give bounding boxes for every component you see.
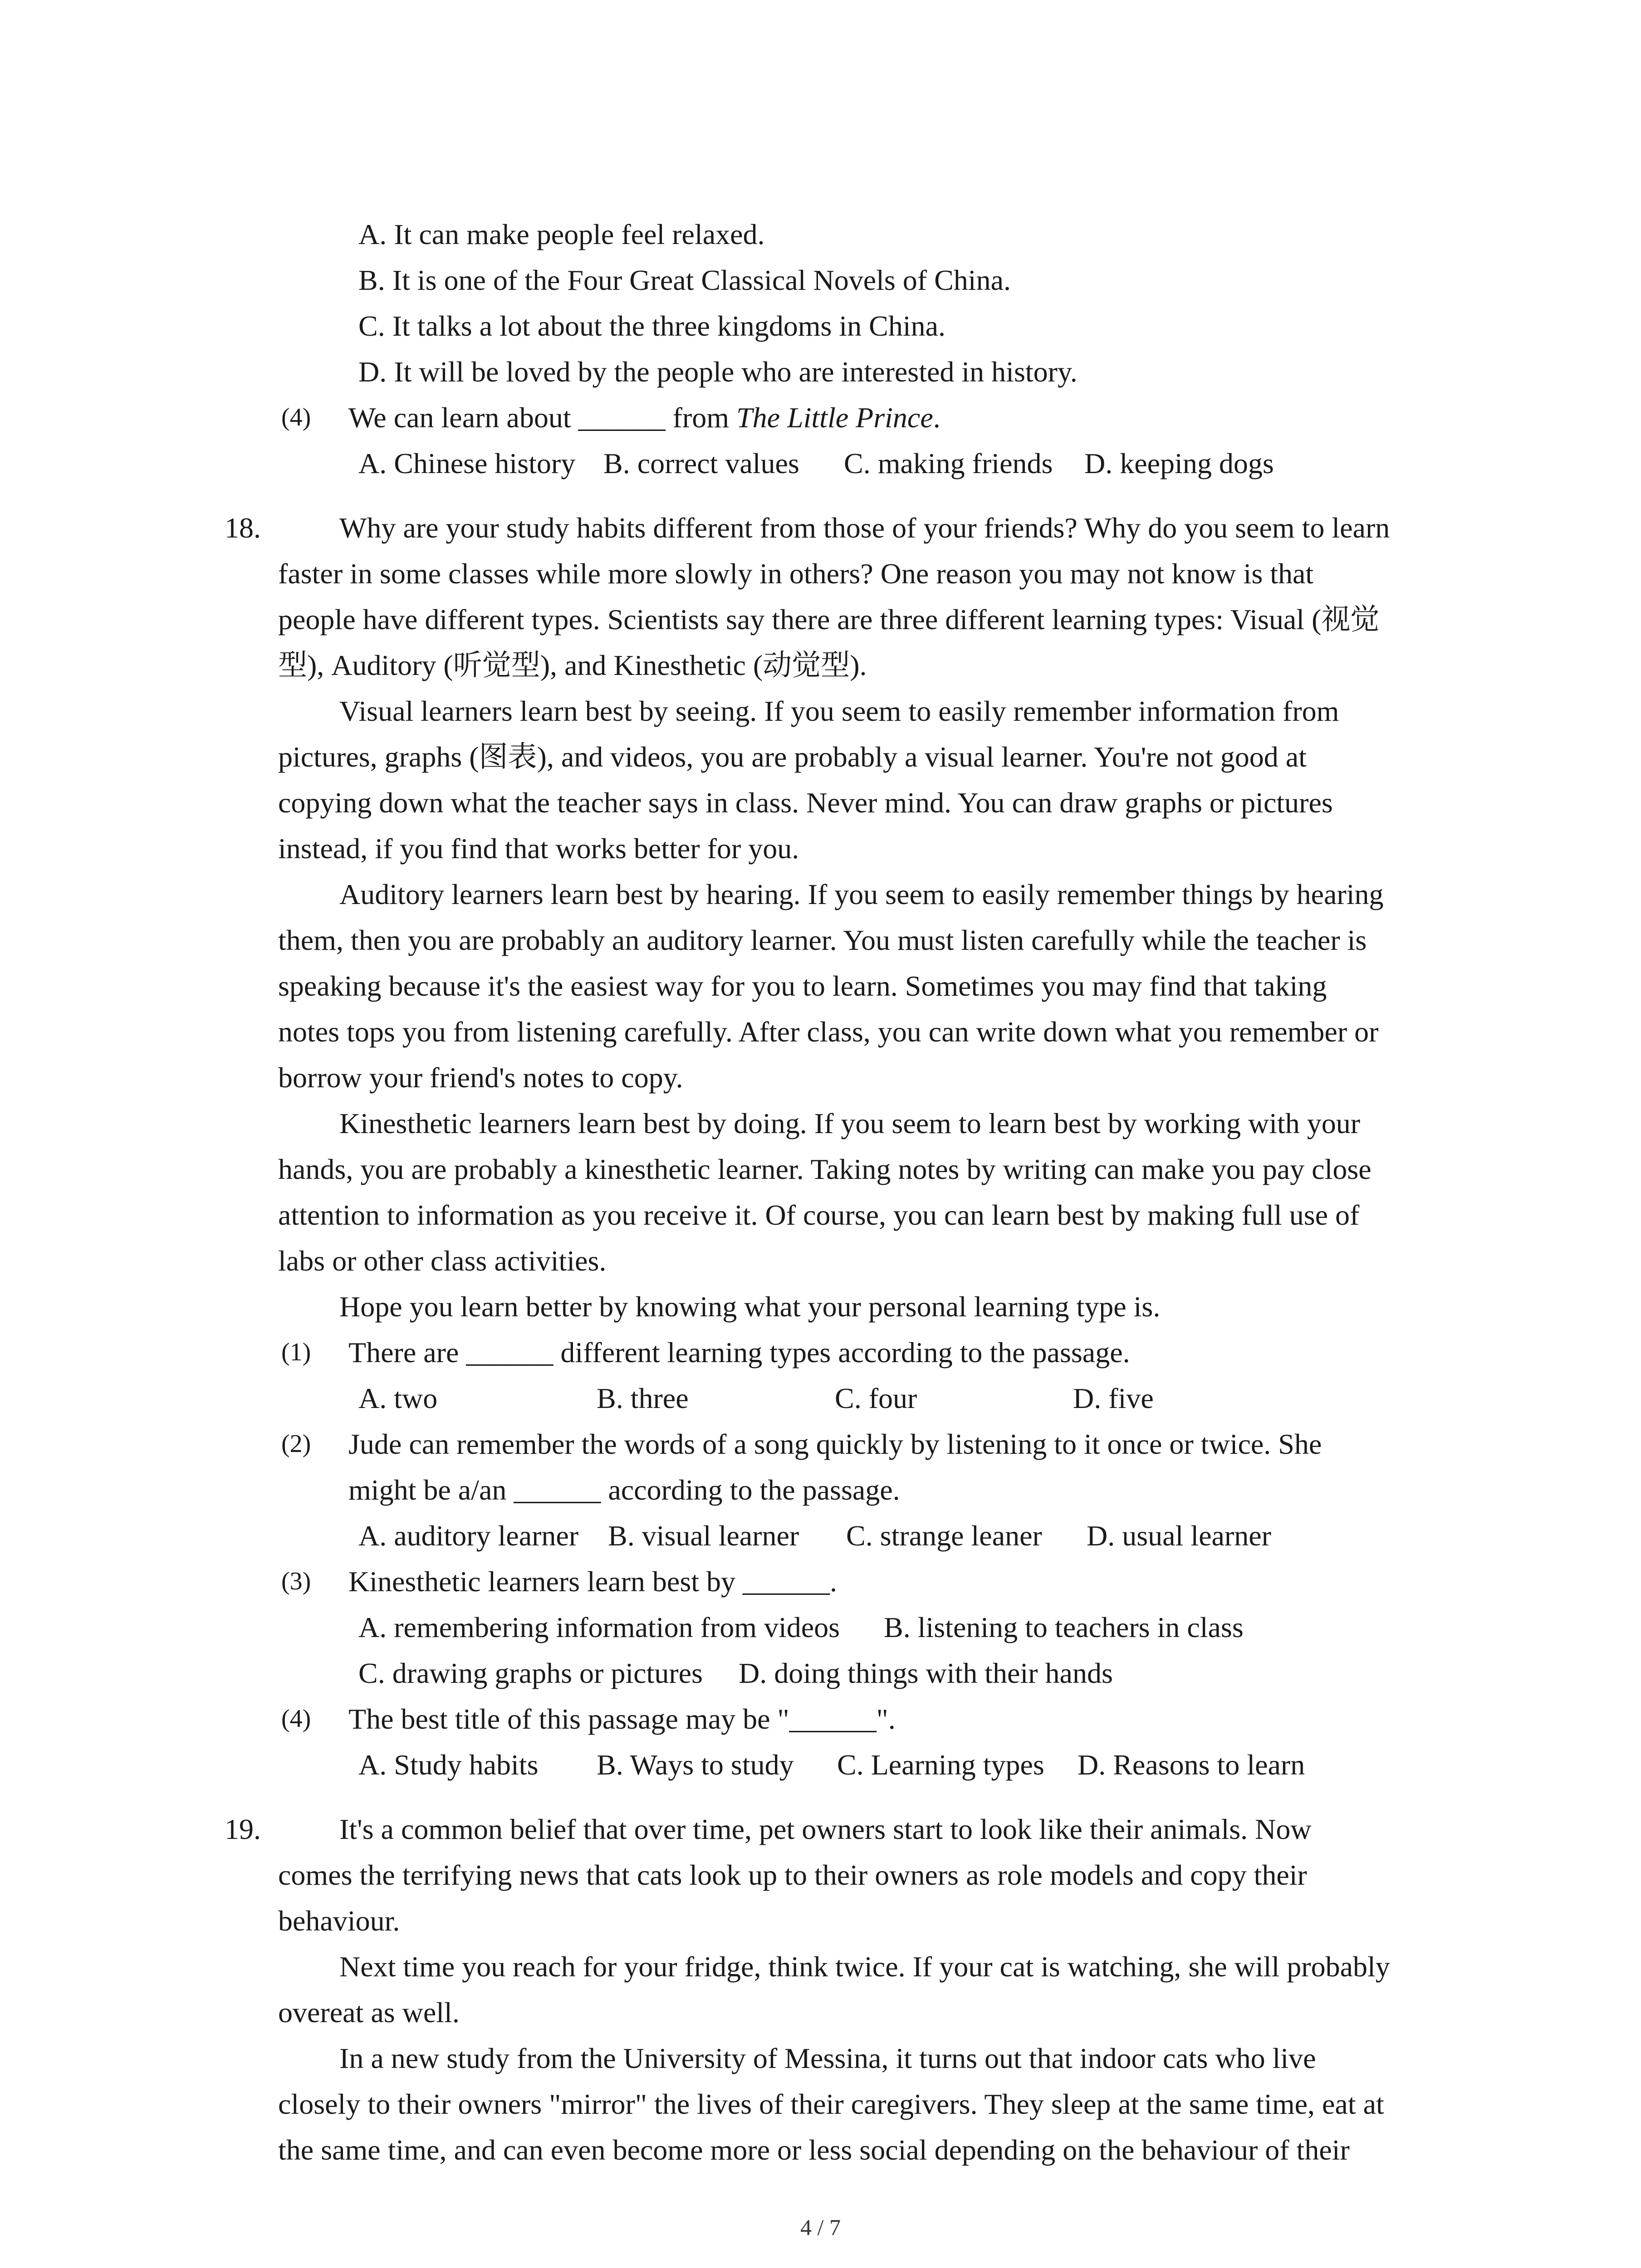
passage-line: Visual learners learn best by seeing. If you seem to easily remember information from [339, 695, 1339, 727]
sub-question-stem: The best title of this passage may be "______". [348, 1703, 896, 1735]
sub-question-stem: might be a/an ______ according to the passage. [348, 1474, 900, 1506]
passage-line: 型), Auditory (听觉型), and Kinesthetic (动觉型). [278, 649, 867, 681]
option-d: D. keeping dogs [1084, 447, 1274, 479]
option-a: A. Study habits [358, 1749, 539, 1781]
option-d: D. doing things with their hands [739, 1657, 1113, 1689]
sub-question-number: (2) [281, 1430, 311, 1458]
option-b: B. correct values [603, 447, 799, 479]
option-a: A. remembering information from videos [358, 1611, 840, 1643]
option-b: B. listening to teachers in class [884, 1611, 1244, 1643]
passage-line: It's a common belief that over time, pet owners start to look like their animals. Now [339, 1813, 1312, 1845]
option-b: B. visual learner [608, 1520, 799, 1552]
passage-line: Auditory learners learn best by hearing. If you seem to easily remember things by hearing [339, 878, 1384, 910]
sub-question-number: (3) [281, 1567, 311, 1595]
passage-line: faster in some classes while more slowly in others? One reason you may not know is that [278, 557, 1314, 590]
passage-line: speaking because it's the easiest way for you to learn. Sometimes you may find that taking [278, 970, 1327, 1002]
option-b: B. It is one of the Four Great Classical Novels of China. [358, 264, 1011, 296]
sub-question-stem: Kinesthetic learners learn best by ______. [348, 1565, 837, 1598]
passage-line: closely to their owners "mirror" the lives of their caregivers. They sleep at the same time, eat at [278, 2088, 1384, 2120]
question-number: 18. [225, 512, 261, 544]
option-c: C. making friends [844, 447, 1053, 479]
option-c: C. strange leaner [846, 1520, 1042, 1552]
sub-question-stem: There are ______ different learning types according to the passage. [348, 1336, 1130, 1369]
option-d: D. It will be loved by the people who are interested in history. [358, 356, 1078, 388]
option-c: C. four [835, 1382, 917, 1414]
option-a: A. It can make people feel relaxed. [358, 218, 765, 250]
passage-line: Kinesthetic learners learn best by doing. If you seem to learn best by working with your [339, 1107, 1361, 1139]
option-c: C. Learning types [837, 1749, 1044, 1781]
passage-line: In a new study from the University of Messina, it turns out that indoor cats who live [339, 2042, 1316, 2074]
question-number: 19. [225, 1813, 261, 1845]
passage-line: copying down what the teacher says in class. Never mind. You can draw graphs or pictures [278, 787, 1333, 819]
option-c: C. drawing graphs or pictures [358, 1657, 703, 1689]
option-d: D. five [1073, 1382, 1154, 1414]
passage-line: Next time you reach for your fridge, think twice. If your cat is watching, she will probably [339, 1950, 1390, 1983]
passage-line: borrow your friend's notes to copy. [278, 1061, 683, 1094]
passage-line: Why are your study habits different from those of your friends? Why do you seem to learn [339, 512, 1390, 544]
passage-line: comes the terrifying news that cats look up to their owners as role models and copy their [278, 1859, 1307, 1891]
sub-question-number: (4) [281, 1705, 311, 1733]
passage-line: behaviour. [278, 1905, 400, 1937]
passage-line: them, then you are probably an auditory learner. You must listen carefully while the teacher is [278, 924, 1367, 956]
option-d: D. usual learner [1087, 1520, 1271, 1552]
passage-line: pictures, graphs (图表), and videos, you are probably a visual learner. You're not good at [278, 741, 1307, 773]
sub-question-stem: Jude can remember the words of a song quickly by listening to it once or twice. She [348, 1428, 1322, 1460]
book-title: The Little Prince [736, 401, 933, 434]
option-a: A. auditory learner [358, 1520, 579, 1552]
page-number: 4 / 7 [800, 2214, 841, 2240]
passage-line: hands, you are probably a kinesthetic learner. Taking notes by writing can make you pay close [278, 1153, 1372, 1185]
sub-question-number: (1) [281, 1338, 311, 1366]
option-d: D. Reasons to learn [1078, 1749, 1305, 1781]
sub-question-stem: We can learn about ______ from The Little Prince. [348, 401, 941, 434]
passage-line: attention to information as you receive it. Of course, you can learn best by making full use of [278, 1199, 1360, 1231]
passage-line: notes tops you from listening carefully. After class, you can write down what you remember or [278, 1016, 1379, 1048]
option-b: B. three [597, 1382, 689, 1414]
option-b: B. Ways to study [597, 1749, 794, 1781]
passage-line: instead, if you find that works better for you. [278, 832, 799, 865]
sub-question-number: (4) [281, 403, 311, 431]
option-a: A. two [358, 1382, 438, 1414]
passage-line: people have different types. Scientists say there are three different learning types: Visual (视觉 [278, 603, 1380, 635]
option-c: C. It talks a lot about the three kingdoms in China. [358, 310, 946, 342]
option-a: A. Chinese history [358, 447, 576, 479]
passage-line: overeat as well. [278, 1996, 460, 2028]
passage-line: Hope you learn better by knowing what your personal learning type is. [339, 1290, 1161, 1323]
passage-line: the same time, and can even become more or less social depending on the behaviour of their [278, 2134, 1350, 2166]
passage-line: labs or other class activities. [278, 1245, 607, 1277]
